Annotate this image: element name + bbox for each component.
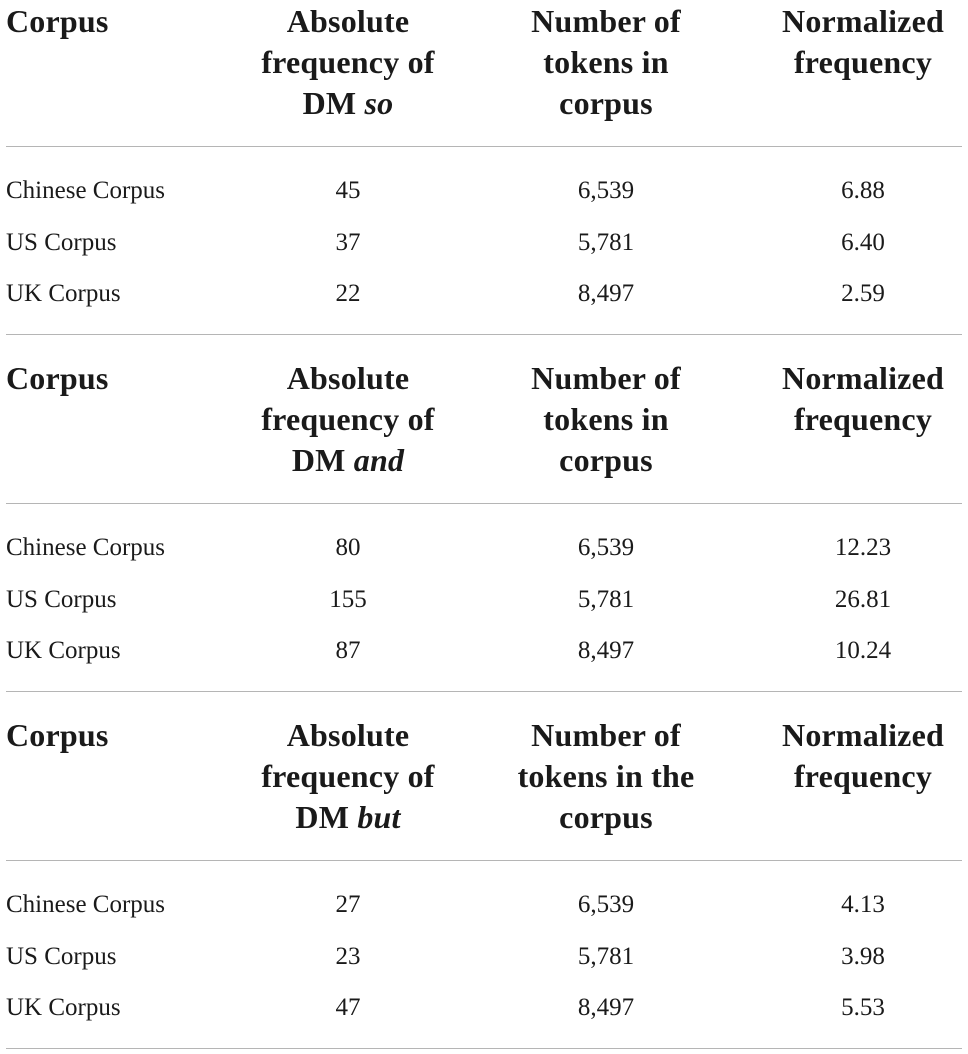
header-corpus: Corpus	[6, 717, 109, 753]
cell-normalized-frequency: 10.24	[834, 637, 892, 664]
header-absolute-frequency: Absolute frequency of DM and	[261, 360, 435, 478]
cell-corpus: Chinese Corpus	[6, 891, 166, 918]
cell-tokens: 5,781	[577, 943, 635, 970]
discourse-marker-term: so	[364, 85, 394, 121]
table-row	[0, 533, 968, 585]
table-row	[0, 228, 968, 280]
discourse-marker-term: and	[353, 442, 405, 478]
header-number-of-tokens: Number of tokens in the corpus	[517, 717, 695, 835]
header-normalized-frequency: Normalized frequency	[782, 360, 944, 437]
cell-corpus: US Corpus	[6, 943, 117, 970]
cell-corpus: Chinese Corpus	[6, 534, 166, 561]
header-divider	[6, 146, 962, 147]
cell-tokens: 5,781	[577, 229, 635, 256]
cell-normalized-frequency: 5.53	[841, 994, 885, 1021]
cell-tokens: 8,497	[577, 994, 635, 1021]
header-corpus: Corpus	[6, 3, 109, 39]
table-row	[0, 279, 968, 331]
cell-corpus: US Corpus	[6, 229, 117, 256]
cell-absolute-frequency: 22	[335, 280, 361, 307]
discourse-marker-term: but	[357, 799, 401, 835]
cell-normalized-frequency: 3.98	[841, 943, 885, 970]
table-dm-and	[0, 357, 968, 664]
cell-absolute-frequency: 23	[335, 943, 361, 970]
table-dm-but	[0, 714, 968, 1021]
cell-absolute-frequency: 45	[335, 177, 361, 204]
table-row	[0, 636, 968, 688]
cell-normalized-frequency: 12.23	[834, 534, 892, 561]
table-bottom-divider	[6, 334, 962, 335]
header-divider	[6, 503, 962, 504]
cell-normalized-frequency: 6.40	[841, 229, 885, 256]
cell-absolute-frequency: 80	[335, 534, 361, 561]
cell-absolute-frequency: 27	[335, 891, 361, 918]
cell-normalized-frequency: 4.13	[841, 891, 885, 918]
header-normalized-frequency: Normalized frequency	[782, 3, 944, 80]
header-corpus: Corpus	[6, 360, 109, 396]
cell-corpus: Chinese Corpus	[6, 177, 166, 204]
cell-absolute-frequency: 155	[329, 586, 367, 613]
table-header	[0, 0, 968, 146]
cell-corpus: UK Corpus	[6, 280, 121, 307]
table-dm-so	[0, 0, 968, 307]
header-divider	[6, 860, 962, 861]
cell-tokens: 6,539	[577, 177, 635, 204]
cell-corpus: UK Corpus	[6, 637, 121, 664]
table-row	[0, 942, 968, 994]
cell-corpus: UK Corpus	[6, 994, 121, 1021]
header-absolute-frequency: Absolute frequency of DM so	[261, 3, 435, 121]
cell-absolute-frequency: 47	[335, 994, 361, 1021]
cell-tokens: 6,539	[577, 534, 635, 561]
cell-tokens: 8,497	[577, 637, 635, 664]
cell-normalized-frequency: 2.59	[841, 280, 885, 307]
table-row	[0, 585, 968, 637]
cell-tokens: 6,539	[577, 891, 635, 918]
header-number-of-tokens: Number of tokens in corpus	[531, 360, 681, 478]
cell-normalized-frequency: 26.81	[834, 586, 892, 613]
cell-tokens: 5,781	[577, 586, 635, 613]
cell-normalized-frequency: 6.88	[841, 177, 885, 204]
table-row	[0, 993, 968, 1045]
table-bottom-divider	[6, 1048, 962, 1049]
table-bottom-divider	[6, 691, 962, 692]
table-header	[0, 357, 968, 503]
cell-absolute-frequency: 37	[335, 229, 361, 256]
header-absolute-frequency: Absolute frequency of DM but	[261, 717, 435, 835]
cell-tokens: 8,497	[577, 280, 635, 307]
cell-absolute-frequency: 87	[335, 637, 361, 664]
table-row	[0, 890, 968, 942]
header-number-of-tokens: Number of tokens in corpus	[531, 3, 681, 121]
table-row	[0, 176, 968, 228]
table-header	[0, 714, 968, 860]
header-normalized-frequency: Normalized frequency	[782, 717, 944, 794]
cell-corpus: US Corpus	[6, 586, 117, 613]
